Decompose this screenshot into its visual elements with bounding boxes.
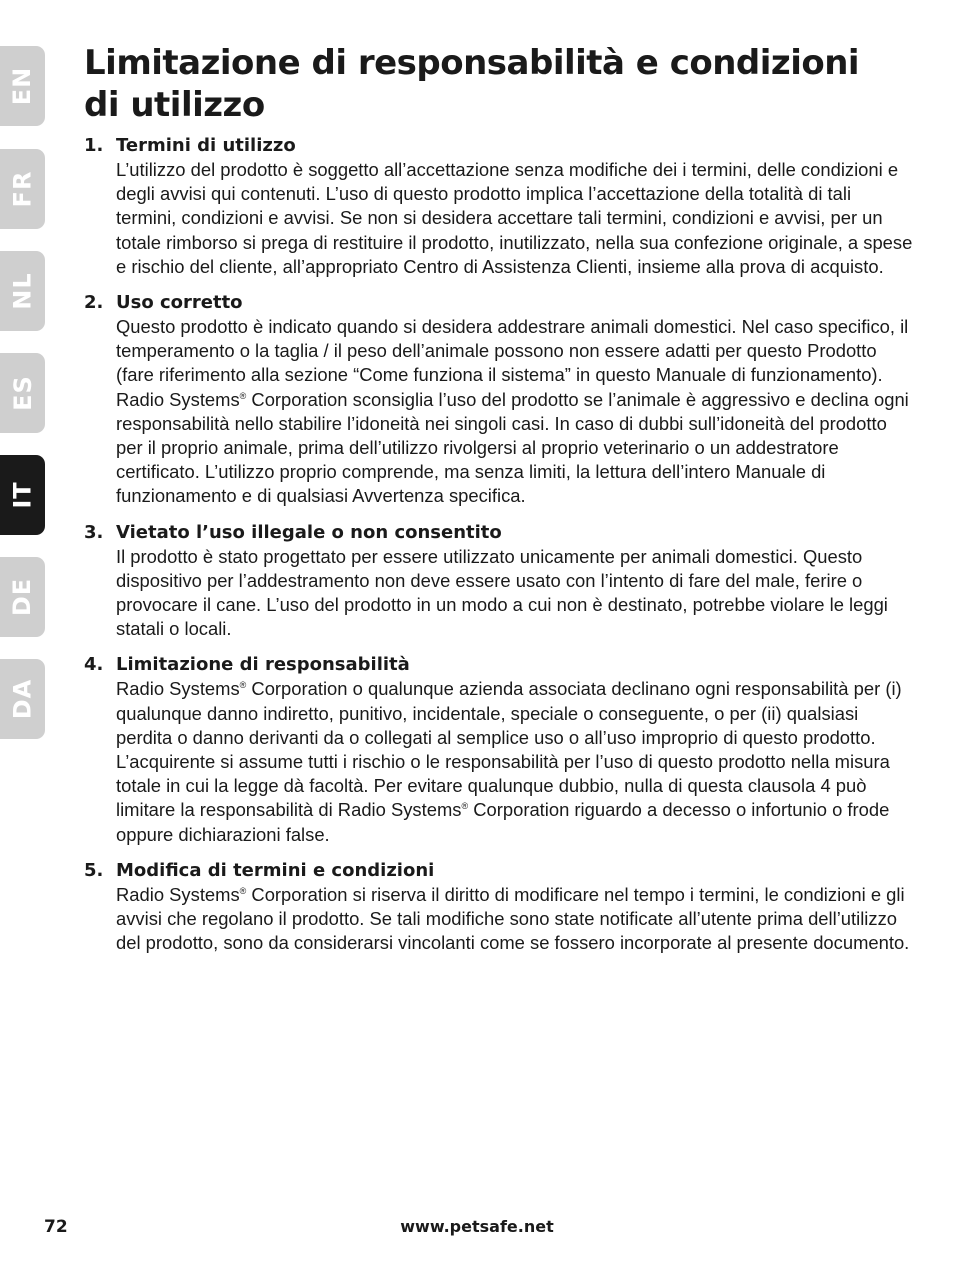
lang-tab-label: DE (8, 577, 37, 617)
section-title: Termini di utilizzo (116, 135, 296, 156)
lang-tab-de[interactable] (0, 557, 45, 637)
section-title: Modifica di termini e condizioni (116, 859, 435, 881)
lang-tab-label: ES (8, 375, 37, 411)
lang-tab-label: NL (8, 272, 37, 310)
lang-tab-da[interactable] (0, 659, 45, 739)
section-heading (84, 291, 914, 315)
section-heading (84, 653, 914, 677)
section-title: Uso corretto (116, 292, 243, 314)
section-title: Limitazione di responsabilità (116, 654, 410, 676)
lang-tab-en[interactable] (0, 46, 45, 126)
lang-tab-nl[interactable] (0, 251, 45, 331)
lang-tab-label: DA (8, 678, 37, 720)
section-number: 3. (84, 521, 104, 543)
section-body: L’utilizzo del prodotto è soggetto all’accettazione senza modifiche dei i termini, delle condizioni e degli avvisi qui contenuti. L’uso di questo prodotto implica l’accettazione della totalità di tali termini, condizioni e avvisi. Se non si desidera accettare tali termini, condizioni e avvisi, per un totale rimborso si prega di restituire il prodotto, inutilizzato, nella sua confezione originale, a spese e rischio del cliente, all’appropriato Centro di Assistenza Clienti, insieme alla prova di acquisto. (116, 159, 913, 277)
section-limitation-of-liability (84, 653, 914, 846)
lang-tab-es[interactable] (0, 353, 45, 433)
lang-tab-fr[interactable] (0, 149, 45, 229)
footer-url: www.petsafe.net (400, 1217, 554, 1236)
page-number: 72 (44, 1217, 68, 1237)
section-terms-of-use (84, 134, 914, 279)
section-heading (84, 134, 914, 158)
sections (84, 134, 914, 967)
lang-tab-label: IT (8, 481, 37, 509)
section-title: Vietato l’uso illegale o non consentito (116, 521, 502, 543)
section-modification-of-terms (84, 859, 914, 956)
section-body: Radio Systems® Corporation o qualunque azienda associata declinano ogni responsabilità per (i) qualunque danno indiretto, punitivo, incidentale, speciale o conseguente, o per (ii) qualsiasi perdita o danno derivanti da o collegati al semplice uso o all’uso improprio di questo prodotto. L’acquirente si assume tutti i rischio o le responsabilità per l’uso di questo prodotto nella misura totale in cui la legge dà facoltà. Per evitare qualunque dubbio, nulla di questa clausola 4 può limitare la responsabilità di Radio Systems® Corporation riguardo a decesso o infortunio o frode oppure dichiarazioni false. (116, 678, 902, 845)
section-number: 5. (84, 859, 104, 881)
section-body: Radio Systems® Corporation si riserva il diritto di modificare nel tempo i termini, le condizioni e gli avvisi che regolano il prodotto. Se tali modifiche sono state notificate all’utente prima dell’utilizzo del prodotto, sono da considerarsi vincolanti come se fossero incorporate al presente documento. (116, 883, 910, 954)
section-proper-use (84, 291, 914, 509)
lang-tab-label: FR (8, 170, 37, 208)
section-no-unlawful-use (84, 521, 914, 642)
lang-tab-label: EN (8, 66, 37, 106)
section-number: 4. (84, 654, 104, 676)
section-heading (84, 521, 914, 545)
section-number: 1. (84, 135, 104, 156)
section-body: Il prodotto è stato progettato per essere utilizzato unicamente per animali domestici. Questo dispositivo per l’addestramento non deve essere usato con l’intento di fare del male, ferire o provocare il cane. L’uso del prodotto in un modo a cui non è destinato, potrebbe violare le leggi statali o locali. (116, 545, 888, 640)
lang-tab-it[interactable] (0, 455, 45, 535)
section-number: 2. (84, 292, 104, 314)
section-heading (84, 859, 914, 883)
page-title: Limitazione di responsabilità e condizioni di utilizzo (84, 43, 860, 125)
section-body: Questo prodotto è indicato quando si desidera addestrare animali domestici. Nel caso specifico, il temperamento o la taglia / il peso dell’animale possono non essere adatti per questo Prodotto (fare riferimento alla sezione “Come funziona il sistema” in questo Manuale di funzionamento). Radio Systems® Corporation sconsiglia l’uso del prodotto se l’animale è aggressivo e declina ogni responsabilità nello stabilire l’idoneità nei singoli casi. In caso di dubbi sull’idoneità del prodotto per il proprio animale, prima dell’utilizzo rivolgersi al proprio veterinario o un addestratore certificato. L’utilizzo proprio comprende, ma senza limiti, la lettura dell’intero Manuale di funzionamento e di qualsiasi Avvertenza specifica. (116, 316, 909, 507)
